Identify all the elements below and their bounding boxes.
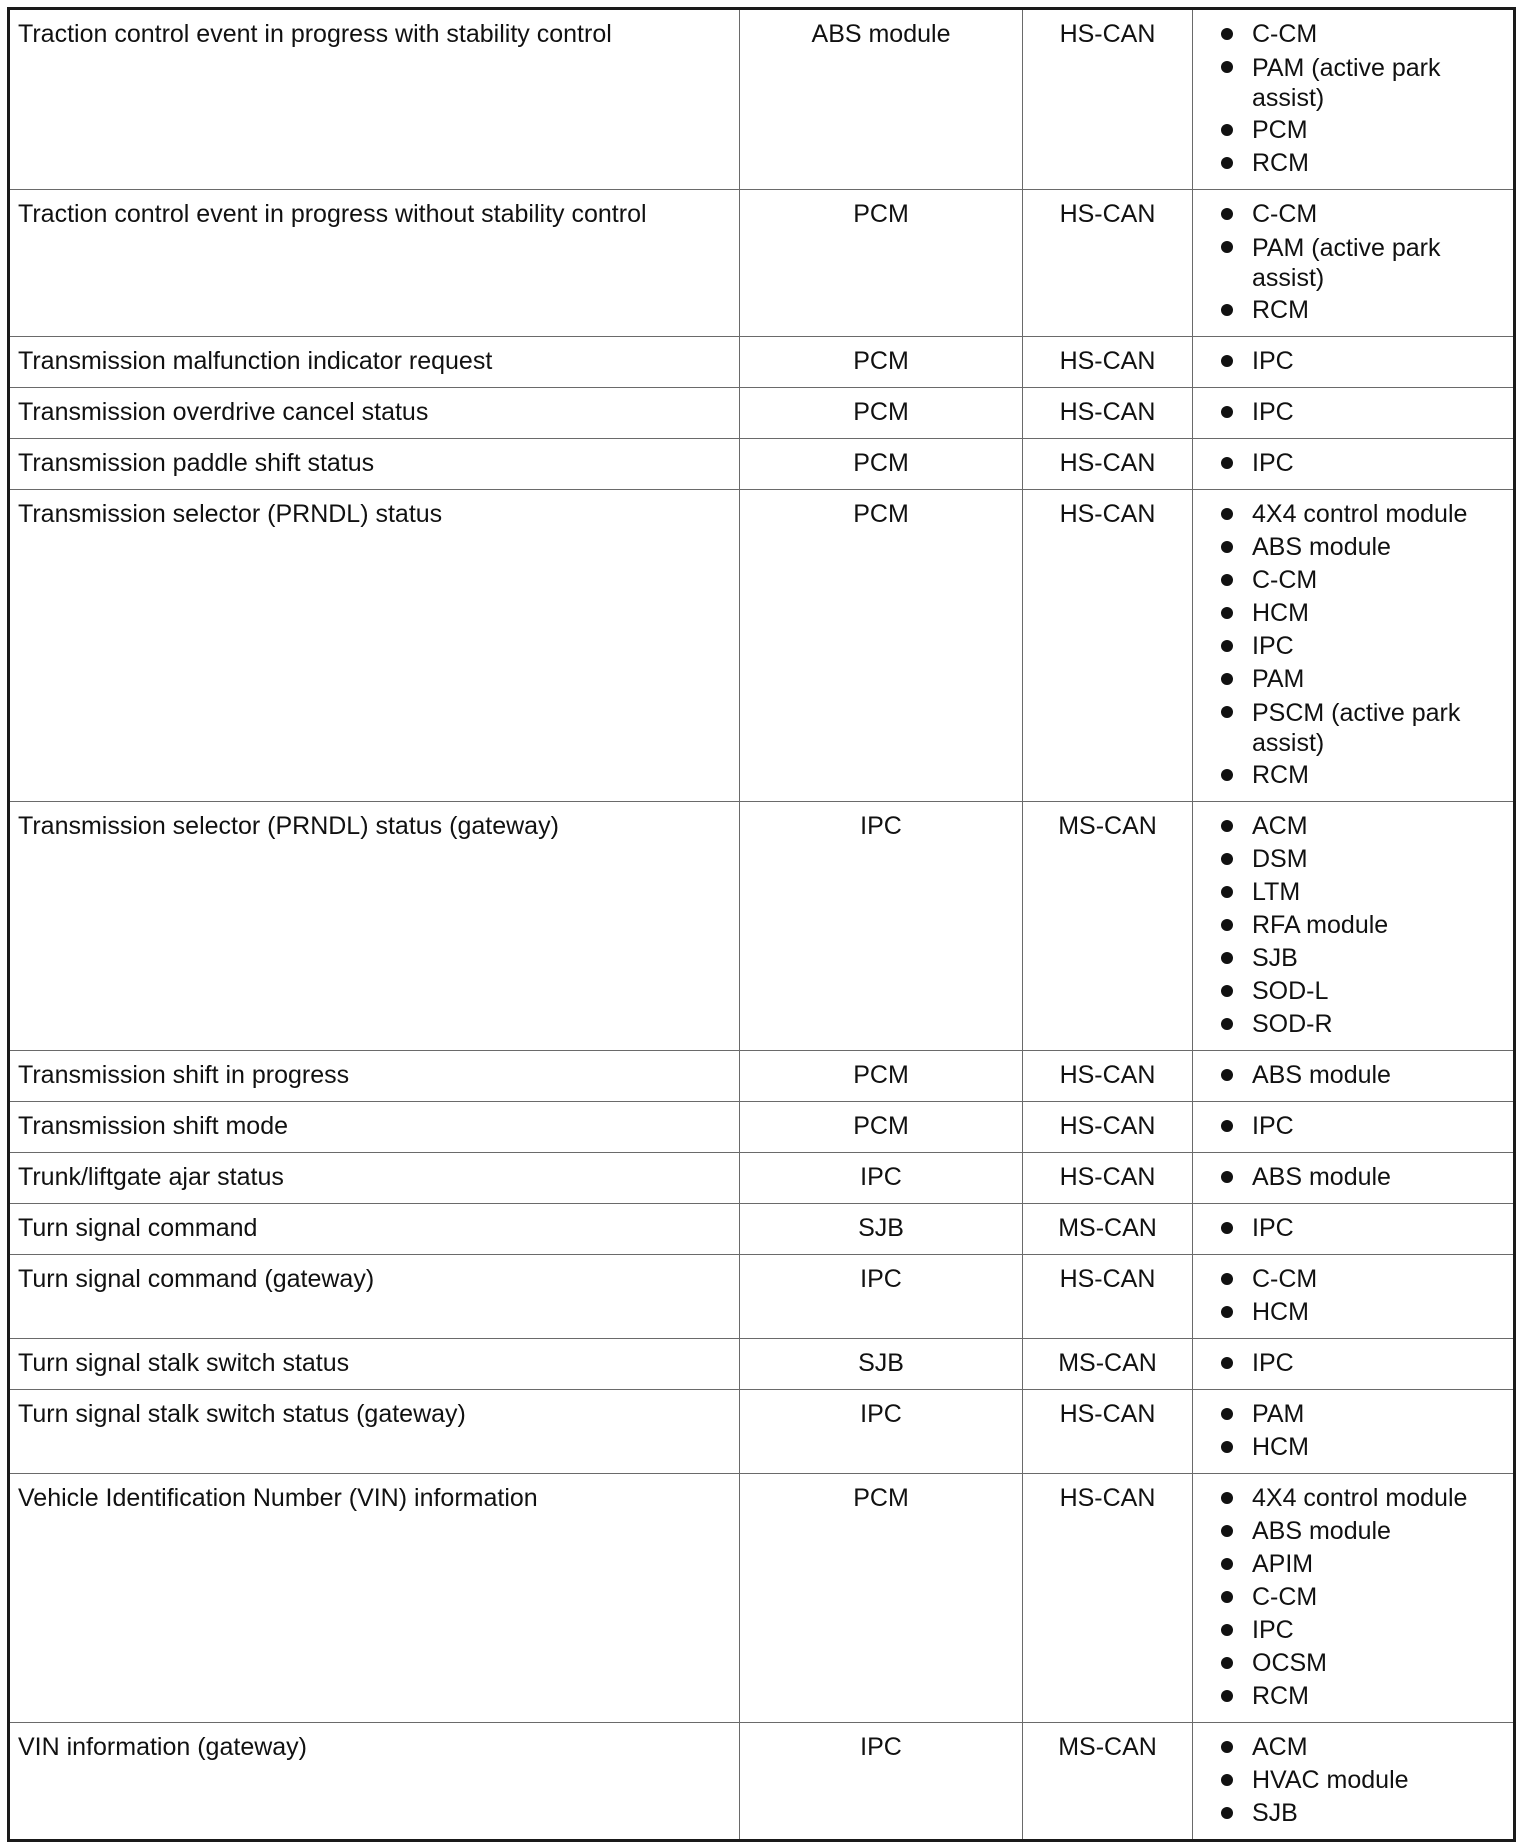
receiver-list-item (1221, 1614, 1505, 1647)
receiver-list (1221, 1059, 1505, 1092)
message-cell: Transmission shift mode (9, 1102, 740, 1153)
receiver-list (1221, 1347, 1505, 1380)
receiver-list-item (1221, 1347, 1505, 1380)
message-cell: Transmission selector (PRNDL) status (gateway) (9, 802, 740, 1051)
source-module-cell: PCM (740, 1474, 1023, 1723)
receiver-label: PAM (active park assist) (1252, 234, 1441, 292)
receiver-list-item (1221, 1398, 1505, 1431)
receiver-label: IPC (1252, 449, 1294, 477)
receiver-list-item (1221, 564, 1505, 597)
receiver-list-item (1221, 597, 1505, 630)
bullet-icon (1221, 820, 1233, 832)
receiver-modules-cell (1193, 1153, 1515, 1204)
message-cell: Transmission malfunction indicator request (9, 337, 740, 388)
receiver-label: C-CM (1252, 200, 1318, 228)
receiver-list-item (1221, 198, 1505, 231)
receiver-label: HVAC module (1252, 1766, 1409, 1794)
receiver-list-item (1221, 1161, 1505, 1194)
receiver-label: ABS module (1252, 1061, 1391, 1089)
network-cell: HS-CAN (1023, 190, 1193, 337)
network-cell: HS-CAN (1023, 1153, 1193, 1204)
receiver-list (1221, 810, 1505, 1041)
source-module-cell: PCM (740, 1102, 1023, 1153)
receiver-list-item (1221, 1482, 1505, 1515)
receiver-list-item (1221, 1548, 1505, 1581)
receiver-list-item (1221, 1431, 1505, 1464)
network-cell: HS-CAN (1023, 490, 1193, 802)
receiver-list-item (1221, 18, 1505, 51)
message-cell: Turn signal command (gateway) (9, 1255, 740, 1339)
bullet-icon (1221, 574, 1233, 586)
receiver-label: SJB (1252, 944, 1298, 972)
source-module-cell: SJB (740, 1204, 1023, 1255)
bullet-icon (1221, 1690, 1233, 1702)
receiver-label: IPC (1252, 632, 1294, 660)
receiver-label: LTM (1252, 878, 1301, 906)
receiver-list (1221, 498, 1505, 792)
source-module-cell: PCM (740, 1051, 1023, 1102)
receiver-list-item (1221, 1581, 1505, 1614)
receiver-modules-cell (1193, 9, 1515, 190)
bullet-icon (1221, 457, 1233, 469)
bullet-icon (1221, 1222, 1233, 1234)
receiver-list (1221, 1398, 1505, 1464)
bullet-icon (1221, 241, 1233, 253)
source-module-cell: IPC (740, 1255, 1023, 1339)
bullet-icon (1221, 607, 1233, 619)
table-row (9, 490, 1515, 802)
receiver-list-item (1221, 1797, 1505, 1830)
bullet-icon (1221, 706, 1233, 718)
receiver-label: APIM (1252, 1550, 1314, 1578)
bullet-icon (1221, 640, 1233, 652)
receiver-label: 4X4 control module (1252, 1484, 1468, 1512)
message-cell: Traction control event in progress with stability control (9, 9, 740, 190)
receiver-list-item (1221, 1731, 1505, 1764)
bullet-icon (1221, 1357, 1233, 1369)
receiver-list (1221, 18, 1505, 180)
receiver-label: HCM (1252, 1298, 1309, 1326)
receiver-list-item (1221, 114, 1505, 147)
receiver-label: IPC (1252, 1112, 1294, 1140)
bullet-icon (1221, 1408, 1233, 1420)
receiver-label: RCM (1252, 1682, 1309, 1710)
bullet-icon (1221, 208, 1233, 220)
network-cell: HS-CAN (1023, 1102, 1193, 1153)
receiver-label: C-CM (1252, 1583, 1318, 1611)
network-message-table (7, 7, 1516, 1842)
receiver-list (1221, 396, 1505, 429)
receiver-label: 4X4 control module (1252, 500, 1468, 528)
receiver-label: ABS module (1252, 1517, 1391, 1545)
network-cell: HS-CAN (1023, 439, 1193, 490)
receiver-label: HCM (1252, 1433, 1309, 1461)
receiver-label: RCM (1252, 761, 1309, 789)
bullet-icon (1221, 406, 1233, 418)
receiver-list-item (1221, 51, 1505, 114)
network-cell: HS-CAN (1023, 388, 1193, 439)
bullet-icon (1221, 124, 1233, 136)
receiver-list (1221, 1212, 1505, 1245)
receiver-list-item (1221, 396, 1505, 429)
bullet-icon (1221, 985, 1233, 997)
receiver-list-item (1221, 1059, 1505, 1092)
receiver-label: SJB (1252, 1799, 1298, 1827)
receiver-modules-cell (1193, 802, 1515, 1051)
network-cell: HS-CAN (1023, 1255, 1193, 1339)
table-row (9, 337, 1515, 388)
receiver-list-item (1221, 942, 1505, 975)
receiver-list-item (1221, 696, 1505, 759)
receiver-label: C-CM (1252, 20, 1318, 48)
bullet-icon (1221, 61, 1233, 73)
receiver-list-item (1221, 1110, 1505, 1143)
receiver-label: PCM (1252, 116, 1308, 144)
receiver-list-item (1221, 975, 1505, 1008)
table-row (9, 1102, 1515, 1153)
source-module-cell: PCM (740, 388, 1023, 439)
receiver-list-item (1221, 1647, 1505, 1680)
receiver-label: IPC (1252, 347, 1294, 375)
bullet-icon (1221, 952, 1233, 964)
network-cell: HS-CAN (1023, 9, 1193, 190)
receiver-modules-cell (1193, 490, 1515, 802)
receiver-label: RCM (1252, 296, 1309, 324)
receiver-list-item (1221, 147, 1505, 180)
receiver-list (1221, 198, 1505, 327)
table-body (9, 9, 1515, 1841)
receiver-label: ABS module (1252, 533, 1391, 561)
bullet-icon (1221, 157, 1233, 169)
receiver-label: ACM (1252, 812, 1308, 840)
source-module-cell: PCM (740, 490, 1023, 802)
table-row (9, 1390, 1515, 1474)
receiver-modules-cell (1193, 388, 1515, 439)
receiver-label: PAM (1252, 665, 1305, 693)
receiver-label: PAM (active park assist) (1252, 54, 1441, 112)
network-cell: MS-CAN (1023, 1204, 1193, 1255)
receiver-list (1221, 1161, 1505, 1194)
receiver-label: C-CM (1252, 566, 1318, 594)
bullet-icon (1221, 304, 1233, 316)
bullet-icon (1221, 1171, 1233, 1183)
network-cell: MS-CAN (1023, 1723, 1193, 1841)
bullet-icon (1221, 1591, 1233, 1603)
receiver-modules-cell (1193, 1474, 1515, 1723)
bullet-icon (1221, 886, 1233, 898)
bullet-icon (1221, 1306, 1233, 1318)
table-row (9, 1474, 1515, 1723)
receiver-label: SOD-R (1252, 1010, 1333, 1038)
network-cell: HS-CAN (1023, 1474, 1193, 1723)
receiver-label: PSCM (active park assist) (1252, 699, 1461, 757)
receiver-label: DSM (1252, 845, 1308, 873)
source-module-cell: SJB (740, 1339, 1023, 1390)
bullet-icon (1221, 1018, 1233, 1030)
network-cell: MS-CAN (1023, 1339, 1193, 1390)
source-module-cell: IPC (740, 1390, 1023, 1474)
receiver-label: IPC (1252, 1214, 1294, 1242)
network-cell: HS-CAN (1023, 1051, 1193, 1102)
message-cell: Traction control event in progress without stability control (9, 190, 740, 337)
source-module-cell: IPC (740, 1153, 1023, 1204)
receiver-modules-cell (1193, 1102, 1515, 1153)
bullet-icon (1221, 1120, 1233, 1132)
bullet-icon (1221, 541, 1233, 553)
receiver-list-item (1221, 345, 1505, 378)
receiver-list-item (1221, 843, 1505, 876)
message-cell: VIN information (gateway) (9, 1723, 740, 1841)
table-row (9, 1723, 1515, 1841)
bullet-icon (1221, 1807, 1233, 1819)
bullet-icon (1221, 355, 1233, 367)
receiver-list-item (1221, 810, 1505, 843)
receiver-list (1221, 345, 1505, 378)
bullet-icon (1221, 1441, 1233, 1453)
message-cell: Transmission shift in progress (9, 1051, 740, 1102)
receiver-label: ACM (1252, 1733, 1308, 1761)
source-module-cell: IPC (740, 1723, 1023, 1841)
message-cell: Turn signal stalk switch status (9, 1339, 740, 1390)
receiver-modules-cell (1193, 190, 1515, 337)
bullet-icon (1221, 508, 1233, 520)
receiver-label: PAM (1252, 1400, 1305, 1428)
receiver-modules-cell (1193, 1051, 1515, 1102)
source-module-cell: PCM (740, 439, 1023, 490)
receiver-modules-cell (1193, 1339, 1515, 1390)
receiver-label: ABS module (1252, 1163, 1391, 1191)
source-module-cell: PCM (740, 190, 1023, 337)
table-row (9, 190, 1515, 337)
receiver-list-item (1221, 909, 1505, 942)
bullet-icon (1221, 1624, 1233, 1636)
table-row (9, 388, 1515, 439)
message-cell: Turn signal command (9, 1204, 740, 1255)
bullet-icon (1221, 673, 1233, 685)
source-module-cell: IPC (740, 802, 1023, 1051)
receiver-label: HCM (1252, 599, 1309, 627)
receiver-list-item (1221, 876, 1505, 909)
network-cell: MS-CAN (1023, 802, 1193, 1051)
receiver-modules-cell (1193, 337, 1515, 388)
receiver-list-item (1221, 1764, 1505, 1797)
receiver-label: C-CM (1252, 1265, 1318, 1293)
receiver-label: IPC (1252, 398, 1294, 426)
bullet-icon (1221, 1273, 1233, 1285)
receiver-list-item (1221, 759, 1505, 792)
receiver-label: RCM (1252, 149, 1309, 177)
receiver-label: IPC (1252, 1616, 1294, 1644)
network-cell: HS-CAN (1023, 1390, 1193, 1474)
table-row (9, 1051, 1515, 1102)
bullet-icon (1221, 1741, 1233, 1753)
source-module-cell: PCM (740, 337, 1023, 388)
receiver-list-item (1221, 1212, 1505, 1245)
receiver-list (1221, 1482, 1505, 1713)
receiver-list-item (1221, 1008, 1505, 1041)
receiver-list (1221, 447, 1505, 480)
message-cell: Transmission selector (PRNDL) status (9, 490, 740, 802)
receiver-list-item (1221, 1263, 1505, 1296)
table-row (9, 439, 1515, 490)
table-row (9, 1204, 1515, 1255)
receiver-list-item (1221, 531, 1505, 564)
message-cell: Transmission overdrive cancel status (9, 388, 740, 439)
bullet-icon (1221, 1492, 1233, 1504)
receiver-label: RFA module (1252, 911, 1389, 939)
message-cell: Turn signal stalk switch status (gateway) (9, 1390, 740, 1474)
bullet-icon (1221, 1525, 1233, 1537)
network-cell: HS-CAN (1023, 337, 1193, 388)
receiver-modules-cell (1193, 1723, 1515, 1841)
table-row (9, 9, 1515, 190)
bullet-icon (1221, 1558, 1233, 1570)
receiver-label: IPC (1252, 1349, 1294, 1377)
source-module-cell: ABS module (740, 9, 1023, 190)
receiver-list-item (1221, 1680, 1505, 1713)
table-row (9, 1339, 1515, 1390)
receiver-list-item (1221, 663, 1505, 696)
receiver-list (1221, 1263, 1505, 1329)
receiver-modules-cell (1193, 439, 1515, 490)
message-cell: Vehicle Identification Number (VIN) information (9, 1474, 740, 1723)
message-cell: Trunk/liftgate ajar status (9, 1153, 740, 1204)
receiver-list-item (1221, 447, 1505, 480)
bullet-icon (1221, 853, 1233, 865)
bullet-icon (1221, 919, 1233, 931)
table-row (9, 1255, 1515, 1339)
receiver-list-item (1221, 294, 1505, 327)
receiver-label: SOD-L (1252, 977, 1329, 1005)
receiver-modules-cell (1193, 1204, 1515, 1255)
receiver-list-item (1221, 1296, 1505, 1329)
bullet-icon (1221, 1657, 1233, 1669)
receiver-list (1221, 1731, 1505, 1830)
receiver-modules-cell (1193, 1255, 1515, 1339)
receiver-modules-cell (1193, 1390, 1515, 1474)
table-row (9, 1153, 1515, 1204)
receiver-list-item (1221, 1515, 1505, 1548)
bullet-icon (1221, 28, 1233, 40)
bullet-icon (1221, 769, 1233, 781)
receiver-list-item (1221, 498, 1505, 531)
table-row (9, 802, 1515, 1051)
message-cell: Transmission paddle shift status (9, 439, 740, 490)
receiver-list-item (1221, 630, 1505, 663)
bullet-icon (1221, 1069, 1233, 1081)
receiver-list-item (1221, 231, 1505, 294)
receiver-list (1221, 1110, 1505, 1143)
bullet-icon (1221, 1774, 1233, 1786)
receiver-label: OCSM (1252, 1649, 1327, 1677)
